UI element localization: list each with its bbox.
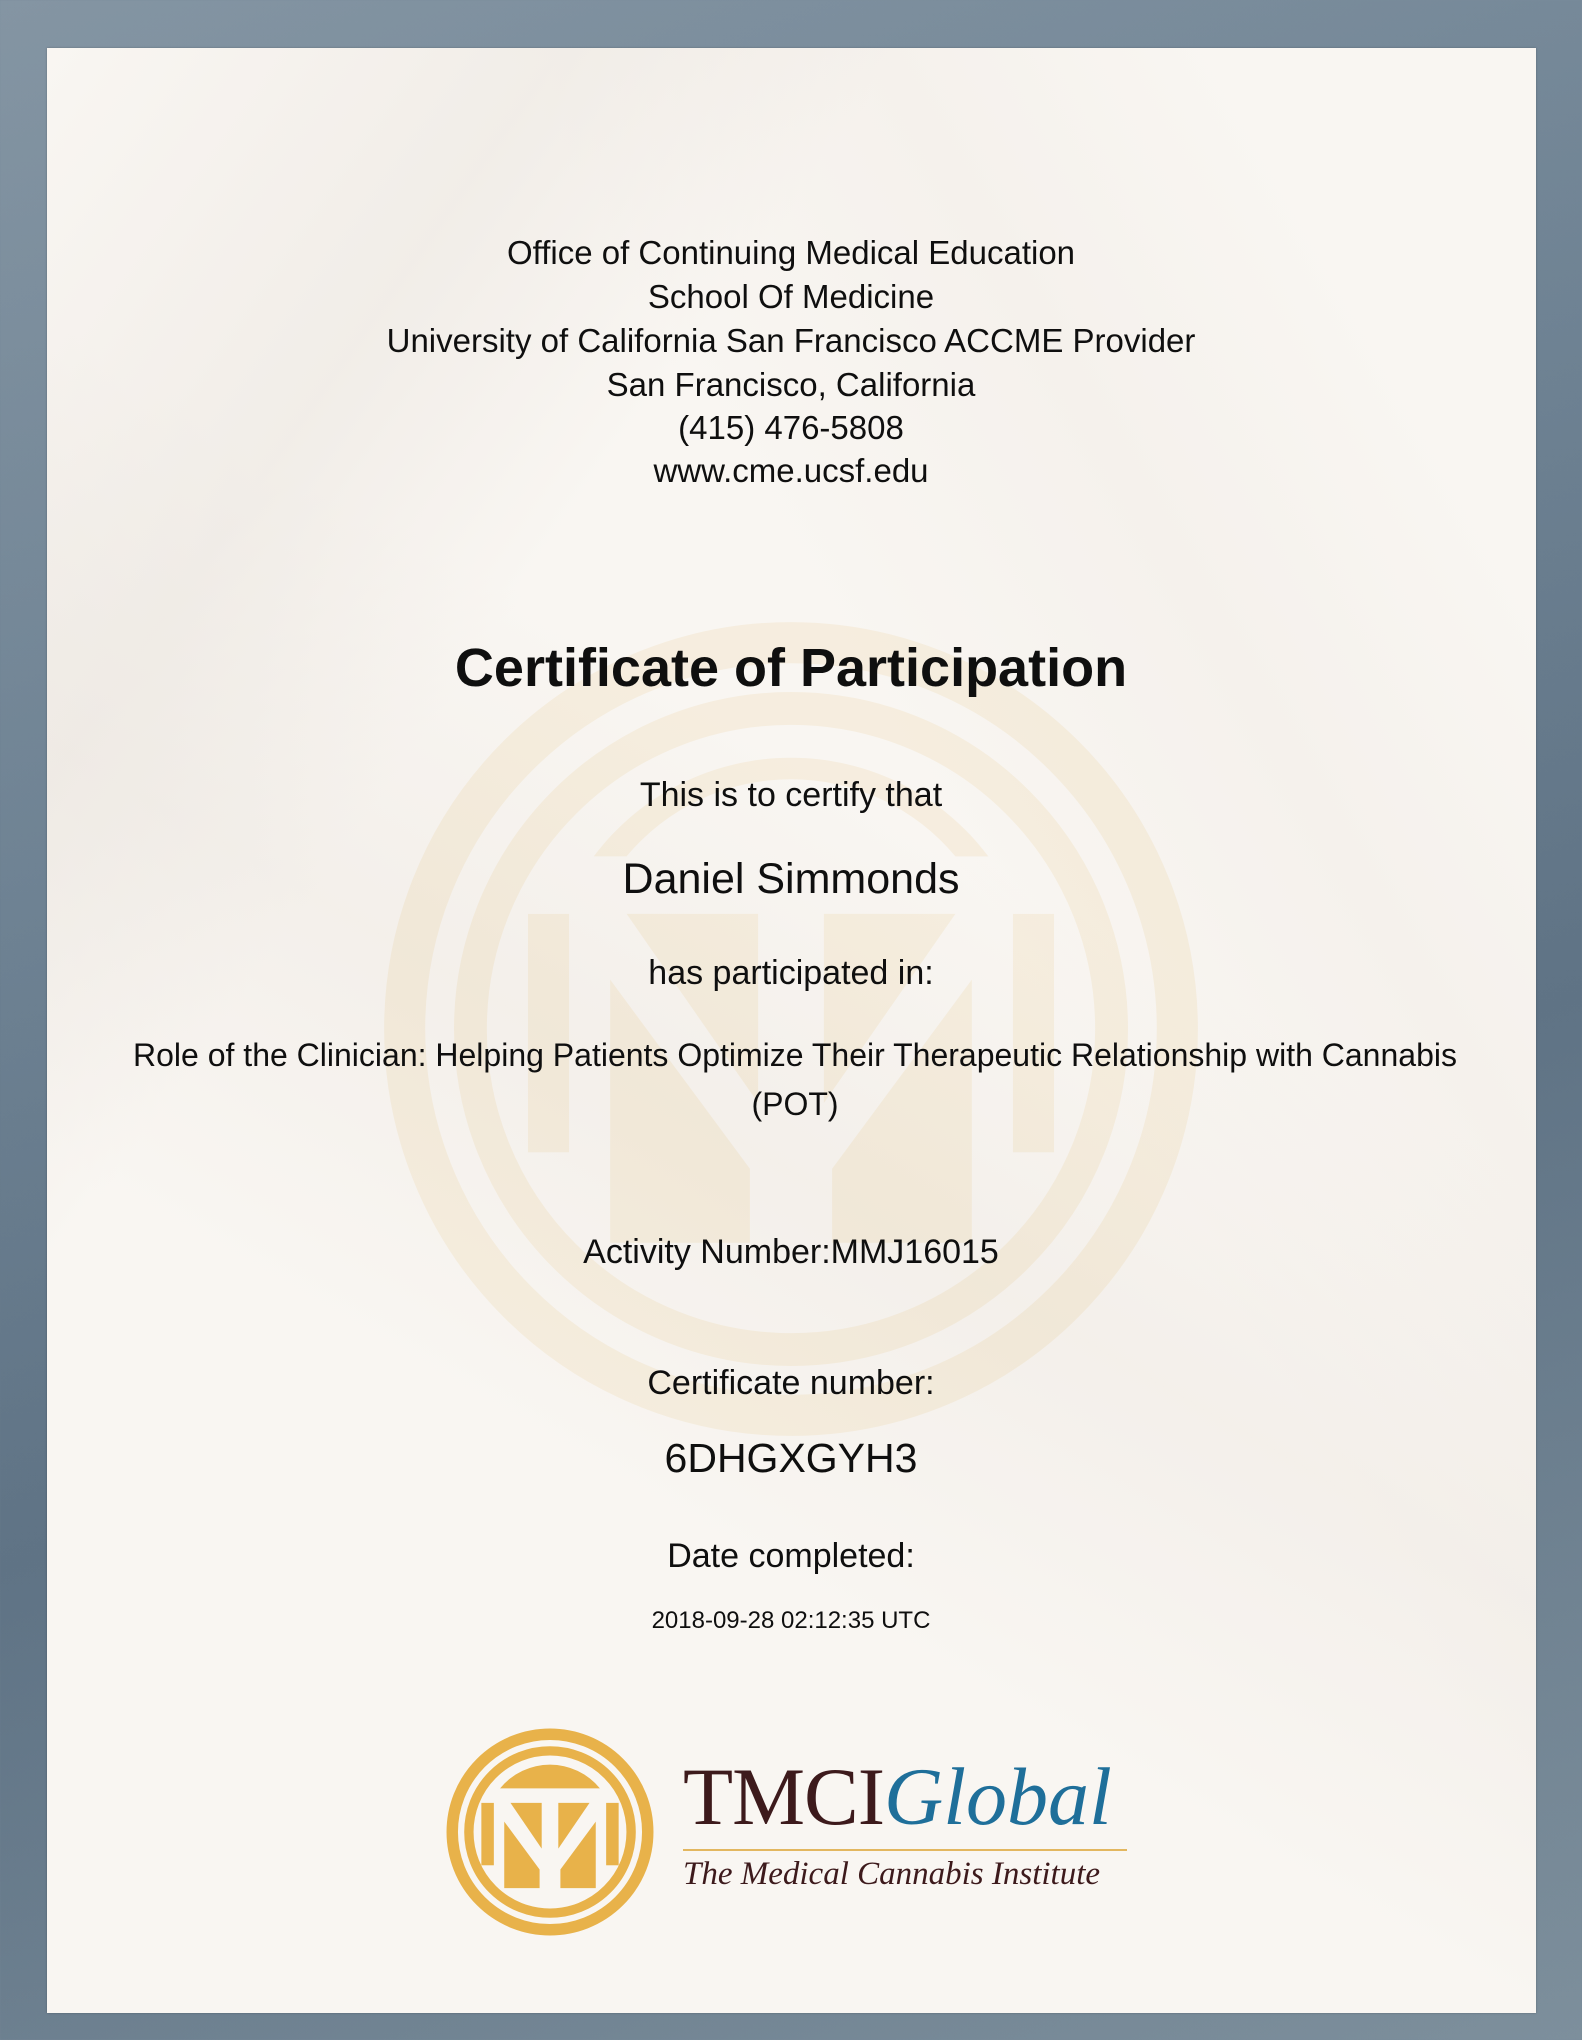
certificate-number: 6DHGXGYH3 bbox=[664, 1435, 918, 1481]
brand-divider bbox=[683, 1849, 1127, 1851]
date-completed: 2018-09-28 02:12:35 UTC bbox=[651, 1607, 931, 1634]
certificate-title: Certificate of Participation bbox=[454, 638, 1128, 698]
participated-text: has participated in: bbox=[648, 954, 934, 992]
header-phone: (415) 476-5808 bbox=[678, 409, 904, 446]
header-location: San Francisco, California bbox=[606, 366, 976, 403]
course-title: Role of the Clinician: Helping Patients Optimize Their Therapeutic Relationship with Cannabis bbox=[133, 1037, 1457, 1073]
tmci-logo bbox=[446, 1728, 1146, 1938]
course-title-abbrev: (POT) bbox=[751, 1086, 839, 1122]
date-completed-label: Date completed: bbox=[667, 1537, 915, 1575]
header-university: University of California San Francisco ACCME Provider bbox=[386, 322, 1196, 359]
brand-primary: TMCI bbox=[683, 1751, 884, 1842]
activity-number: Activity Number:MMJ16015 bbox=[583, 1233, 999, 1271]
brand-tagline: The Medical Cannabis Institute bbox=[683, 1856, 1101, 1892]
certify-text: This is to certify that bbox=[639, 776, 943, 814]
header-office: Office of Continuing Medical Education bbox=[506, 234, 1076, 271]
tmci-emblem-icon bbox=[446, 1728, 654, 1936]
header-website: www.cme.ucsf.edu bbox=[653, 452, 929, 489]
brand-secondary: Global bbox=[884, 1751, 1112, 1842]
recipient-name: Daniel Simmonds bbox=[622, 855, 960, 903]
header-school: School Of Medicine bbox=[647, 278, 935, 315]
certificate-number-label: Certificate number: bbox=[647, 1364, 935, 1402]
tmci-wordmark bbox=[683, 1751, 1112, 1842]
